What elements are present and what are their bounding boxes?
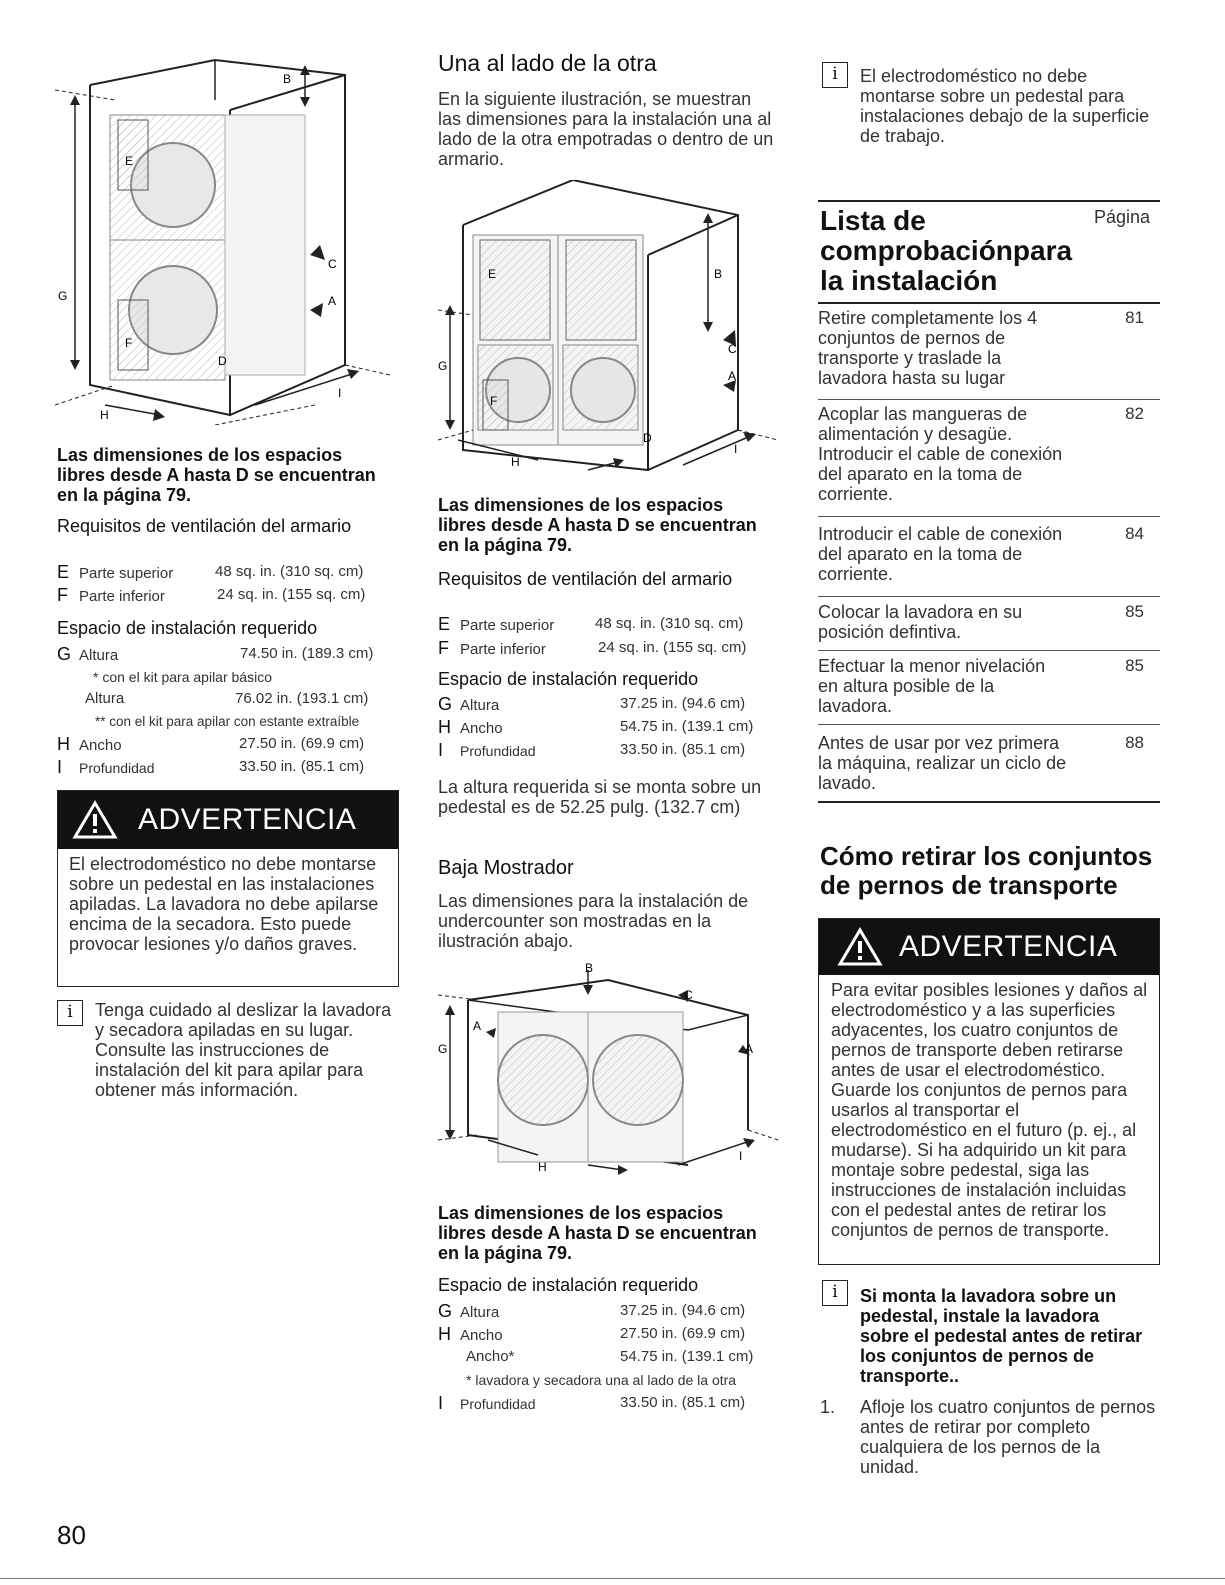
checklist-item: Acoplar las mangueras de alimentación y desagüe. Introducir el cable de conexión del aparato en la toma de corriente. 82 — [818, 404, 1160, 517]
col2-row-h: H Ancho 54.75 in. (139.1 cm) — [438, 717, 754, 737]
col2-title: Una al lado de la otra — [438, 50, 657, 76]
side-by-side-figure — [438, 180, 783, 475]
fig3-label-b: B — [585, 961, 594, 975]
fig1-label-f: F — [125, 336, 133, 350]
fig1-label-h: H — [100, 408, 109, 422]
checklist-page-header: Página — [1094, 207, 1151, 227]
col1-row-g: G Altura 74.50 in. (189.3 cm) — [57, 644, 374, 664]
col2-under-row-i: I Profundidad 33.50 in. (85.1 cm) — [438, 1393, 746, 1413]
col2-vent-row-f: F Parte inferior 24 sq. in. (155 sq. cm) — [438, 638, 747, 658]
checklist-item: Colocar la lavadora en su posición defintiva. 85 — [818, 602, 1160, 651]
fig1-label-d: D — [218, 354, 227, 368]
checklist-item: Antes de usar por vez primera la máquina, realizar un ciclo de lavado. 88 — [818, 733, 1160, 803]
fig2-label-d: D — [643, 431, 652, 445]
col1-vent-row-e: E Parte superior 48 sq. in. (310 sq. cm) — [57, 562, 364, 582]
info-icon: i — [822, 62, 848, 88]
col1-note-basic-kit: * con el kit para apilar básico — [93, 669, 272, 685]
col2-under-note: * lavadora y secadora una al lado de la otra — [466, 1372, 737, 1388]
col3-warning-box — [818, 918, 1160, 1265]
fig3-label-h: H — [538, 1160, 547, 1174]
col2-row-g: G Altura 37.25 in. (94.6 cm) — [438, 694, 746, 714]
warning-triangle-icon — [72, 800, 118, 840]
col1-warning-text: El electrodoméstico no debe montarse sobre un pedestal en las instalaciones apiladas. La lavadora no debe apilarse encima de la secadora. Esto puede provocar lesiones y/o daños graves. — [69, 854, 379, 954]
stacked-installation-figure — [55, 55, 395, 425]
checklist-top-rule — [818, 200, 1160, 202]
col2-vent-row-e: E Parte superior 48 sq. in. (310 sq. cm) — [438, 614, 744, 634]
info-icon: i — [57, 1000, 83, 1026]
fig3-label-i: I — [739, 1149, 743, 1163]
col1-info-text: Tenga cuidado al deslizar la lavadora y secadora apiladas en su lugar. Consulte las instrucciones de instalación del kit para apilar para obtener más información. — [95, 1000, 392, 1100]
undercounter-figure — [438, 960, 783, 1190]
col1-warning-title: ADVERTENCIA — [138, 803, 357, 836]
step-number: 1. — [820, 1397, 836, 1417]
col1-vent-row-f: F Parte inferior 24 sq. in. (155 sq. cm) — [57, 585, 366, 605]
col2-space-title-2: Espacio de instalación requerido — [438, 1275, 699, 1295]
col2-under-row-g: G Altura 37.25 in. (94.6 cm) — [438, 1301, 746, 1321]
col2-row-i: I Profundidad 33.50 in. (85.1 cm) — [438, 740, 746, 760]
col3-info-2: Si monta la lavadora sobre un pedestal, instale la lavadora sobre el pedestal antes de retirar los conjuntos de pernos de transporte.. — [860, 1286, 1143, 1386]
warning-triangle-icon — [837, 927, 883, 967]
col2-intro: En la siguiente ilustración, se muestran las dimensiones para la instalación una al lado de la otra empotradas o dentro de un armario. — [438, 89, 774, 169]
col2-under-intro: Las dimensiones para la instalación de undercounter son mostradas en la ilustración abajo. — [438, 891, 749, 951]
fig3-label-a-left: A — [473, 1019, 482, 1033]
col2-under-title: Baja Mostrador — [438, 857, 574, 879]
fig1-label-b: B — [283, 72, 292, 86]
col3-warning-title: ADVERTENCIA — [899, 930, 1118, 963]
col2-under-row-h: H Ancho 27.50 in. (69.9 cm) — [438, 1324, 746, 1344]
fig2-label-a: A — [728, 369, 737, 383]
col1-space-title: Espacio de instalación requerido — [57, 618, 318, 638]
checklist-item: Retire completamente los 4 conjuntos de pernos de transporte y traslade la lavadora hasta su lugar 81 — [818, 308, 1160, 400]
fig1-label-g: G — [58, 289, 68, 303]
fig2-label-g: G — [438, 359, 448, 373]
fig3-label-g: G — [438, 1042, 448, 1056]
col2-under-row-h2: Ancho* 54.75 in. (139.1 cm) — [466, 1348, 754, 1365]
fig3-label-a-right: A — [745, 1042, 754, 1056]
col1-warning-box — [57, 790, 399, 987]
fig1-label-a: A — [328, 294, 337, 308]
page-bottom-rule — [0, 1578, 1225, 1579]
col1-note-drawer-kit: ** con el kit para apilar con estante extraíble — [95, 714, 360, 729]
col2-space-title: Espacio de instalación requerido — [438, 669, 699, 689]
col1-vent-title: Requisitos de ventilación del armario — [57, 516, 352, 536]
col2-vent-title: Requisitos de ventilación del armario — [438, 569, 733, 589]
fig1-label-c: C — [328, 257, 337, 271]
checklist-item: Efectuar la menor nivelación en altura posible de la lavadora. 85 — [818, 656, 1160, 725]
fig1-label-i: I — [338, 386, 342, 400]
section-title-transport-bolts: Cómo retirar los conjuntos de pernos de transporte — [820, 841, 1153, 900]
fig1-label-e: E — [125, 154, 134, 168]
fig2-label-c: C — [728, 342, 737, 356]
col1-clearance-note: Las dimensiones de los espacios libres desde A hasta D se encuentran en la página 79. — [57, 445, 376, 505]
info-icon: i — [822, 1280, 848, 1306]
fig2-label-b: B — [714, 267, 723, 281]
step-text: Afloje los cuatro conjuntos de pernos antes de retirar por completo cualquiera de los pernos de la unidad. — [860, 1397, 1156, 1477]
checklist-header-rule — [818, 302, 1160, 304]
col1-row-g2: Altura 76.02 in. (193.1 cm) — [85, 690, 369, 707]
col2-clearance-note: Las dimensiones de los espacios libres desde A hasta D se encuentran en la página 79. — [438, 495, 757, 555]
col2-clearance-note-2: Las dimensiones de los espacios libres desde A hasta D se encuentran en la página 79. — [438, 1203, 757, 1263]
fig2-label-h: H — [511, 455, 520, 469]
fig2-label-f: F — [490, 394, 498, 408]
checklist-title: Lista de comprobaciónpara la instalación — [820, 205, 1073, 296]
col2-pedestal-note: La altura requerida si se monta sobre un pedestal es de 52.25 pulg. (132.7 cm) — [438, 777, 762, 817]
col3-info-1: El electrodoméstico no debe montarse sobre un pedestal para instalaciones debajo de la superficie de trabajo. — [860, 66, 1150, 146]
checklist-item: Introducir el cable de conexión del aparato en la toma de corriente. 84 — [818, 524, 1160, 597]
col1-row-h: H Ancho 27.50 in. (69.9 cm) — [57, 734, 365, 754]
fig2-label-e: E — [488, 267, 497, 281]
fig2-label-i: I — [734, 442, 738, 456]
col3-warning-text: Para evitar posibles lesiones y daños al electrodoméstico y a las superficies adyacentes, los cuatro conjuntos de pernos de transporte deben retirarse antes de usar el electrodoméstico. Guarde los conjuntos de pernos para usarlos al transportar el electrodoméstico en el futuro (p. ej., al mudarse). Si ha adquirido un kit para montaje sobre pedestal, siga las instrucciones de instalación incluidas con el pedestal antes de retirar los conjuntos de pernos de transporte. — [831, 980, 1148, 1240]
fig3-label-c: C — [684, 988, 693, 1002]
col1-row-i: I Profundidad 33.50 in. (85.1 cm) — [57, 757, 365, 777]
page-number: 80 — [57, 1520, 86, 1550]
